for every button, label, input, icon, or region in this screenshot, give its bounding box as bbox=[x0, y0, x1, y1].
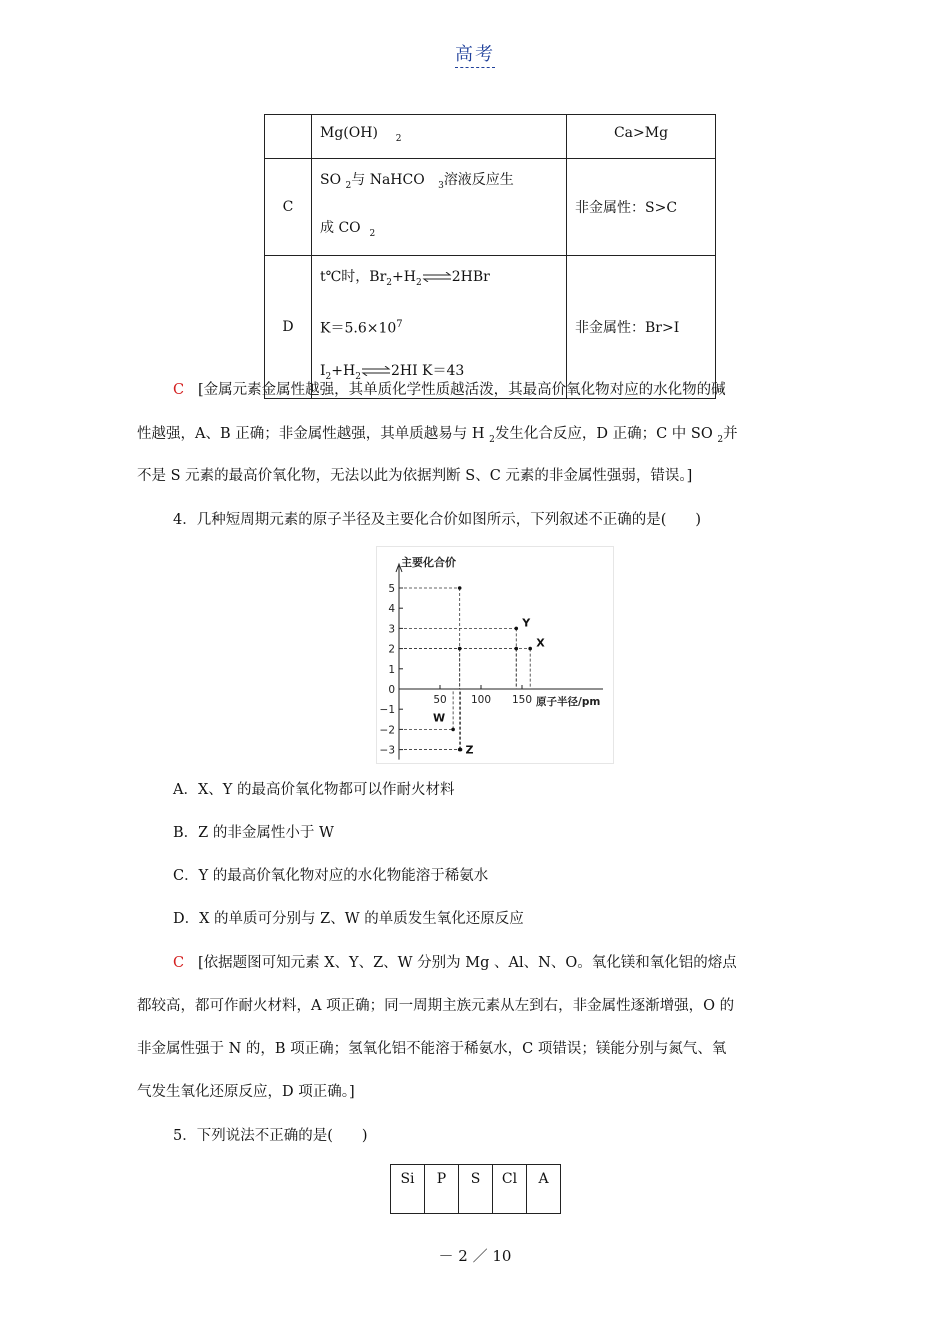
x-tick-label: 100 bbox=[470, 694, 492, 706]
table-row bbox=[265, 159, 716, 256]
data-point bbox=[528, 647, 532, 651]
subscript: 3 bbox=[438, 181, 444, 191]
cell-text: Mg(OH) bbox=[320, 125, 378, 141]
subscript: 2 bbox=[717, 435, 724, 445]
y-tick-label: 1 bbox=[388, 663, 395, 676]
cell-text: SO bbox=[320, 172, 342, 188]
element-cell: Si bbox=[391, 1165, 425, 1214]
cell-text: K＝5.6×10 bbox=[320, 320, 397, 337]
subscript: 2 bbox=[395, 134, 402, 144]
answer-text: 发生化合反应，D 正确；C 中 SO bbox=[494, 426, 713, 442]
answer-line: 非金属性强于 N 的，B 项正确；氢氧化铝不能溶于稀氨水，C 项错误；镁能分别与氮气、氧 bbox=[137, 1041, 727, 1057]
comparison-table bbox=[264, 114, 716, 399]
page-number: － 2 ／ 10 bbox=[438, 1247, 512, 1265]
answer-text: 性越强，A、B 正确；非金属性越强，其单质越易与 H bbox=[137, 426, 485, 442]
answer-line bbox=[173, 953, 823, 973]
table-row bbox=[391, 1165, 561, 1214]
subscript: 2 bbox=[369, 229, 376, 239]
element-cell: P bbox=[425, 1165, 459, 1214]
cell-text: t℃时，Br bbox=[320, 269, 387, 285]
cell-text: I bbox=[320, 362, 326, 379]
row-label: C bbox=[265, 159, 312, 256]
experiment-cell bbox=[312, 115, 567, 159]
y-tick-label: 5 bbox=[388, 583, 395, 595]
row-label bbox=[265, 115, 312, 159]
answer-letter: C bbox=[173, 955, 185, 971]
cell-text: +H bbox=[331, 362, 356, 379]
experiment-cell bbox=[312, 159, 567, 256]
data-point bbox=[458, 647, 462, 651]
x-axis-label: 原子半径/pm bbox=[536, 696, 601, 708]
point-label: W bbox=[432, 711, 446, 725]
point-label: X bbox=[536, 636, 545, 650]
element-cell: S bbox=[459, 1165, 493, 1214]
cell-text: 2HI K＝43 bbox=[390, 362, 465, 379]
y-tick-label: −1 bbox=[379, 704, 395, 717]
y-tick-label: −2 bbox=[379, 724, 395, 737]
subscript: 2 bbox=[415, 278, 422, 288]
x-tick-label: 50 bbox=[433, 694, 447, 706]
equilibrium-arrow-icon bbox=[361, 366, 391, 376]
answer-text: 并 bbox=[723, 426, 738, 442]
y-axis-label: 主要化合价 bbox=[401, 556, 456, 569]
data-point bbox=[451, 728, 455, 732]
point-label: Z bbox=[465, 743, 474, 757]
data-point bbox=[459, 748, 463, 752]
x-tick-label: 150 bbox=[511, 694, 533, 706]
answer-text: [依据题图可知元素 X、Y、Z、W 分别为 Mg 、Al、N、O。氧化镁和氧化铝的熔点 bbox=[197, 955, 737, 971]
subscript: 2 bbox=[489, 435, 495, 445]
option-d: D．X 的单质可分别与 Z、W 的单质发生氧化还原反应 bbox=[173, 911, 524, 927]
answer-line bbox=[173, 380, 823, 400]
element-cell: A bbox=[527, 1165, 561, 1214]
table-row bbox=[265, 115, 716, 159]
header-title: 高考 bbox=[455, 44, 495, 68]
point-label: Y bbox=[522, 616, 531, 630]
y-tick-label: 3 bbox=[388, 623, 395, 636]
question-stem: 5．下列说法不正确的是( ) bbox=[173, 1128, 368, 1144]
cell-text: 成 CO bbox=[320, 220, 361, 236]
cell-text: +H bbox=[392, 269, 416, 285]
subscript: 2 bbox=[345, 181, 352, 191]
answer-line bbox=[137, 424, 827, 450]
option-c: C．Y 的最高价氧化物对应的水化物能溶于稀氨水 bbox=[173, 868, 489, 884]
subscript: 2 bbox=[386, 278, 393, 288]
cell-text: 溶液反应生 bbox=[443, 172, 514, 188]
conclusion-cell: Ca>Mg bbox=[567, 115, 716, 159]
answer-line: 都较高，都可作耐火材料，A 项正确；同一周期主族元素从左到右，非金属性逐渐增强，O 的 bbox=[137, 998, 735, 1014]
subscript: 2 bbox=[355, 371, 361, 382]
element-cell: Cl bbox=[493, 1165, 527, 1214]
periodic-row-table bbox=[390, 1164, 561, 1214]
superscript: 7 bbox=[396, 319, 403, 330]
y-tick-label: 2 bbox=[388, 643, 395, 656]
answer-text: [金属元素金属性越强，其单质化学性质越活泼，其最高价氧化物对应的水化物的碱 bbox=[197, 382, 726, 398]
option-b: B．Z 的非金属性小于 W bbox=[173, 825, 334, 841]
cell-text: 与 NaHCO bbox=[351, 172, 425, 188]
experiment-cell bbox=[312, 256, 567, 399]
answer-line: 气发生氧化还原反应，D 项正确。] bbox=[137, 1084, 355, 1100]
y-tick-label: −3 bbox=[379, 744, 395, 757]
row-label: D bbox=[265, 256, 312, 399]
page-header bbox=[0, 40, 950, 66]
subscript: 2 bbox=[325, 371, 332, 382]
y-tick-label: 0 bbox=[388, 684, 395, 696]
answer-letter: C bbox=[173, 382, 185, 398]
data-point bbox=[514, 647, 518, 651]
conclusion-cell: 非金属性：Br>I bbox=[567, 256, 716, 399]
data-point bbox=[458, 586, 462, 590]
equilibrium-arrow-icon bbox=[422, 272, 452, 282]
chart-frame bbox=[376, 546, 614, 764]
y-tick-label: 4 bbox=[388, 603, 395, 616]
option-a: A．X、Y 的最高价氧化物都可以作耐火材料 bbox=[173, 782, 455, 798]
cell-text: 2HBr bbox=[451, 269, 490, 285]
conclusion-cell: 非金属性：S>C bbox=[567, 159, 716, 256]
answer-line: 不是 S 元素的最高价氧化物，无法以此为依据判断 S、C 元素的非金属性强弱，错误。] bbox=[137, 468, 693, 484]
valence-radius-chart bbox=[377, 547, 613, 763]
table-row bbox=[265, 256, 716, 399]
data-point bbox=[514, 627, 518, 631]
question-stem: 4．几种短周期元素的原子半径及主要化合价如图所示，下列叙述不正确的是( ) bbox=[173, 512, 702, 528]
